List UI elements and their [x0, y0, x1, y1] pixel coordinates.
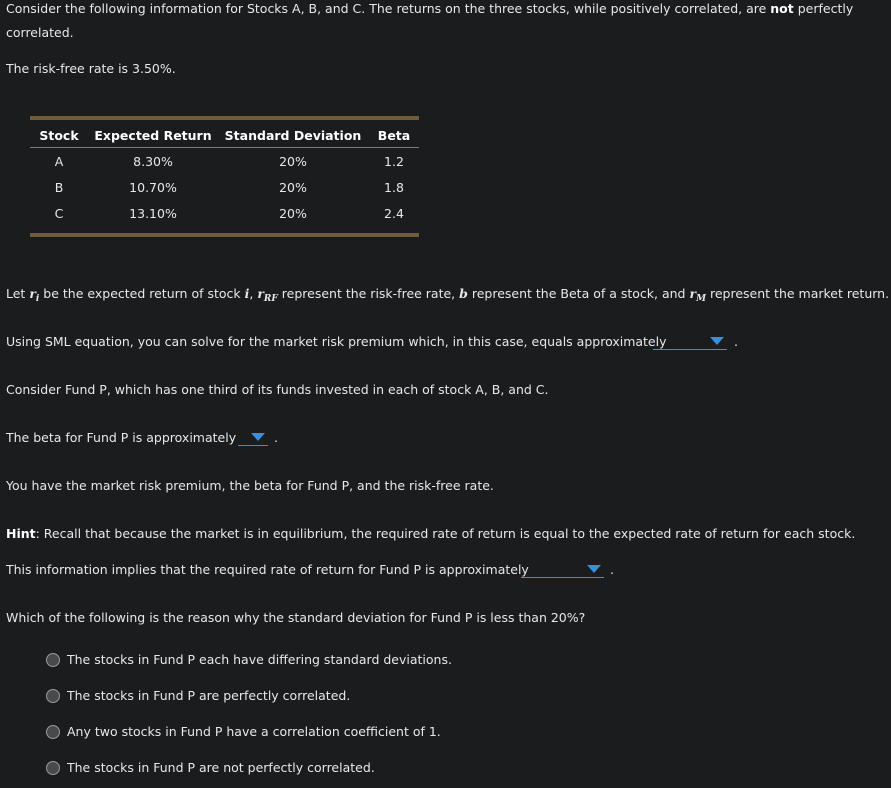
var-b: b: [459, 286, 468, 301]
option-not-perfectly-correlated[interactable]: [46, 760, 386, 778]
cell-stock: B: [54, 180, 64, 195]
cell-standard-deviation: 20%: [279, 180, 307, 195]
radio-button[interactable]: [46, 689, 60, 703]
chevron-down-icon: [587, 565, 601, 573]
cell-standard-deviation: 20%: [279, 154, 307, 169]
option-perfectly-correlated[interactable]: [46, 688, 366, 706]
header-expected-return: Expected Return: [94, 128, 212, 143]
hint-label: Hint: [6, 526, 36, 541]
definition-part: be the expected return of stock: [39, 286, 245, 301]
var-r-rf: [257, 286, 278, 304]
required-return-period: .: [610, 562, 614, 577]
market-risk-premium-dropdown[interactable]: [653, 332, 727, 350]
definition-text: [6, 286, 889, 304]
cell-standard-deviation: 20%: [279, 206, 307, 221]
fund-beta-dropdown[interactable]: [238, 428, 268, 446]
var-r-m-sub: M: [696, 294, 707, 304]
definition-part: ,: [249, 286, 258, 301]
cell-stock: A: [54, 154, 64, 169]
option-label: Any two stocks in Fund P have a correlation coefficient of 1.: [67, 724, 441, 739]
header-beta: Beta: [377, 128, 411, 143]
cell-expected-return: 10.70%: [129, 180, 177, 195]
cell-beta: 1.8: [384, 180, 404, 195]
cell-stock: C: [54, 206, 64, 221]
cell-expected-return: 8.30%: [133, 154, 173, 169]
beta-period: .: [274, 430, 278, 445]
var-r-rf-sub: RF: [263, 294, 278, 304]
risk-free-rate-text: The risk-free rate is 3.50%.: [6, 61, 176, 76]
option-differing-std-dev[interactable]: [46, 652, 452, 670]
table-bottom-border: [30, 233, 419, 237]
option-label: The stocks in Fund P are not perfectly correlated.: [67, 760, 375, 775]
header-divider: [30, 147, 419, 148]
cell-beta: 2.4: [384, 206, 404, 221]
option-correlation-coefficient-1[interactable]: [46, 724, 446, 742]
required-return-dropdown[interactable]: [521, 560, 604, 578]
option-label: The stocks in Fund P each have differing standard deviations.: [67, 652, 452, 667]
definition-part: represent the market return.: [706, 286, 890, 301]
var-r-rf-base: r: [257, 286, 264, 301]
intro-line-1: [6, 1, 853, 16]
table-top-border: [30, 116, 419, 120]
summary-text: You have the market risk premium, the beta for Fund P, and the risk-free rate.: [6, 478, 494, 493]
header-standard-deviation: Standard Deviation: [224, 128, 362, 143]
std-dev-question-text: Which of the following is the reason why the standard deviation for Fund P is less than 20%?: [6, 610, 586, 625]
chevron-down-icon: [710, 337, 724, 345]
cell-beta: 1.2: [384, 154, 404, 169]
var-r-i-sub: i: [35, 294, 40, 304]
sml-question-text: Using SML equation, you can solve for the market risk premium which, in this case, equals approximately: [6, 334, 667, 349]
radio-button[interactable]: [46, 653, 60, 667]
hint-body: : Recall that because the market is in equilibrium, the required rate of return is equal to the expected rate of return for each stock.: [35, 526, 856, 541]
cell-expected-return: 13.10%: [129, 206, 177, 221]
intro-line-2: correlated.: [6, 25, 74, 40]
hint-text: [6, 526, 855, 541]
intro-bold-not: not: [770, 1, 794, 16]
stocks-table: [30, 116, 419, 237]
fund-intro-text: Consider Fund P, which has one third of its funds invested in each of stock A, B, and C.: [6, 382, 549, 397]
definition-part: represent the Beta of a stock, and: [467, 286, 690, 301]
radio-button[interactable]: [46, 761, 60, 775]
option-label: The stocks in Fund P are perfectly correlated.: [67, 688, 351, 703]
chevron-down-icon: [251, 433, 265, 441]
intro-text-end: perfectly: [793, 1, 854, 16]
beta-question-text: The beta for Fund P is approximately: [6, 430, 237, 445]
var-r-i-base: r: [29, 286, 36, 301]
radio-button[interactable]: [46, 725, 60, 739]
sml-period: .: [734, 334, 738, 349]
var-i: i: [244, 286, 250, 301]
header-stock: Stock: [39, 128, 79, 143]
definition-part: Let: [6, 286, 30, 301]
definition-part: represent the risk-free rate,: [277, 286, 460, 301]
intro-text: Consider the following information for Stocks A, B, and C. The returns on the three stocks, while positively correlated, are: [6, 1, 771, 16]
required-return-question-text: This information implies that the required rate of return for Fund P is approximately: [6, 562, 529, 577]
var-r-m: [689, 286, 707, 304]
var-r-i: [29, 286, 40, 304]
var-r-m-base: r: [689, 286, 697, 301]
